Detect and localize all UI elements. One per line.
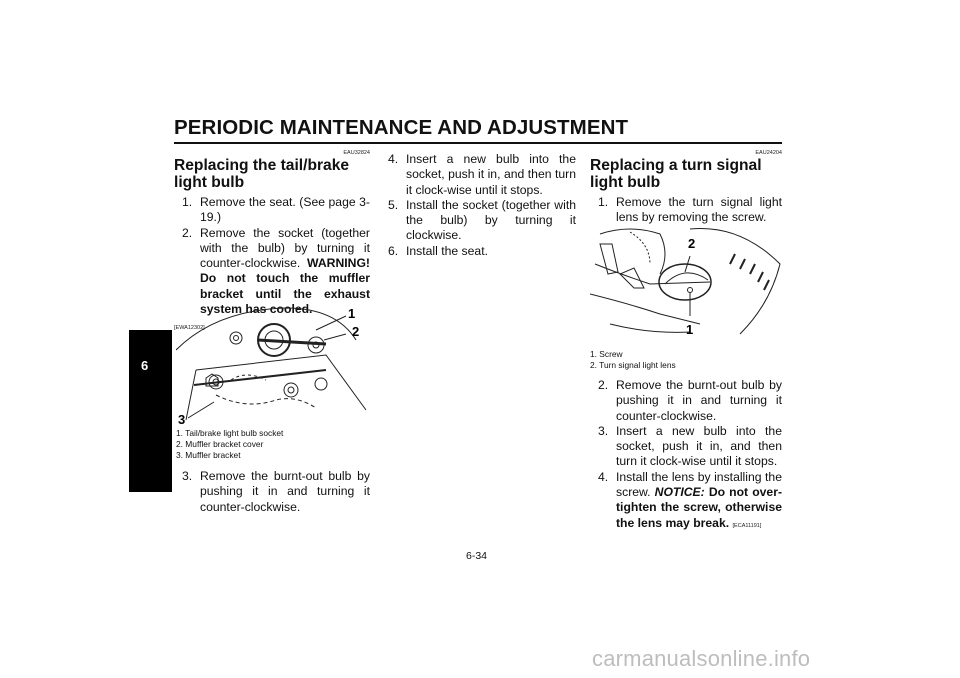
step-item: 3. Remove the burnt-out bulb by pushing it in and turning it counter-clockwise. <box>182 469 370 514</box>
step-item: 2. Remove the burnt-out bulb by pushing it in and turning it counter-clockwise. <box>598 378 782 423</box>
caption-line: 1. Screw <box>590 349 623 359</box>
warning-text: WARNING! Do not touch the muffler bracket until the exhaust system has cooled. <box>200 256 370 317</box>
section-code: EAU24204 <box>755 150 782 156</box>
step-item: 6. Install the seat. <box>388 243 488 258</box>
header-rule <box>174 142 782 144</box>
caption-line: 3. Muffler bracket <box>176 450 241 460</box>
section-heading: Replacing a turn signal light bulb <box>590 157 762 191</box>
figure-captions <box>176 428 372 461</box>
chapter-tab-number: 6 <box>141 358 149 373</box>
step-item: 3. Insert a new bulb into the socket, push it in, and then turn it clock-wise until it stops. <box>598 423 782 469</box>
turn-signal-figure <box>590 224 782 342</box>
tail-light-figure <box>176 300 372 424</box>
column-3-steps <box>598 378 782 534</box>
chapter-tab <box>129 330 172 492</box>
page-title: PERIODIC MAINTENANCE AND ADJUSTMENT <box>174 116 629 139</box>
section-heading: Replacing the tail/brake light bulb <box>174 157 350 191</box>
step-item: 2. Remove the socket (together with the bulb) by turning it counter-clockwise. WARNING! Do not touch the muffler bracket until the exhaust system has cooled. <box>182 225 370 317</box>
step-3 <box>182 469 370 515</box>
caption-line: 2. Muffler bracket cover <box>176 439 264 449</box>
column-2 <box>388 152 576 259</box>
caption-line: 2. Turn signal light lens <box>590 360 676 370</box>
step-item: 1. Remove the turn signal light lens by removing the screw. <box>598 195 782 225</box>
watermark: carmanualsonline.info <box>592 646 811 671</box>
notice-code: [ECA11191] <box>732 522 762 529</box>
figure-label: 1 <box>348 306 356 321</box>
notice-text: Do not over-tighten the screw, otherwise the lens may break. <box>616 485 783 530</box>
figure-label: 3 <box>178 412 186 424</box>
column-3 <box>590 150 782 226</box>
figure-label: 2 <box>688 236 696 251</box>
warning-code: [EWA12302] <box>174 325 205 332</box>
figure-captions <box>590 349 782 371</box>
step-item: 1. Remove the seat. (See page 3-19.) <box>182 195 370 225</box>
step-item: 4. Insert a new bulb into the socket, push it in, and then turn it clock-wise until it stops. <box>388 152 576 197</box>
figure-label: 1 <box>686 322 694 337</box>
figure-label: 2 <box>352 324 360 339</box>
step-item: 5. Install the socket (together with the bulb) by turning it clockwise. <box>388 197 576 243</box>
notice-label: NOTICE: <box>654 485 705 500</box>
section-code: EAU32824 <box>343 150 370 156</box>
caption-line: 1. Tail/brake light bulb socket <box>176 428 284 438</box>
page-number: 6-34 <box>466 550 488 562</box>
step-item: 4. Install the lens by installing the screw. NOTICE: Do not over-tighten the screw, otherwise the lens may break. [ECA11191] <box>598 469 783 530</box>
